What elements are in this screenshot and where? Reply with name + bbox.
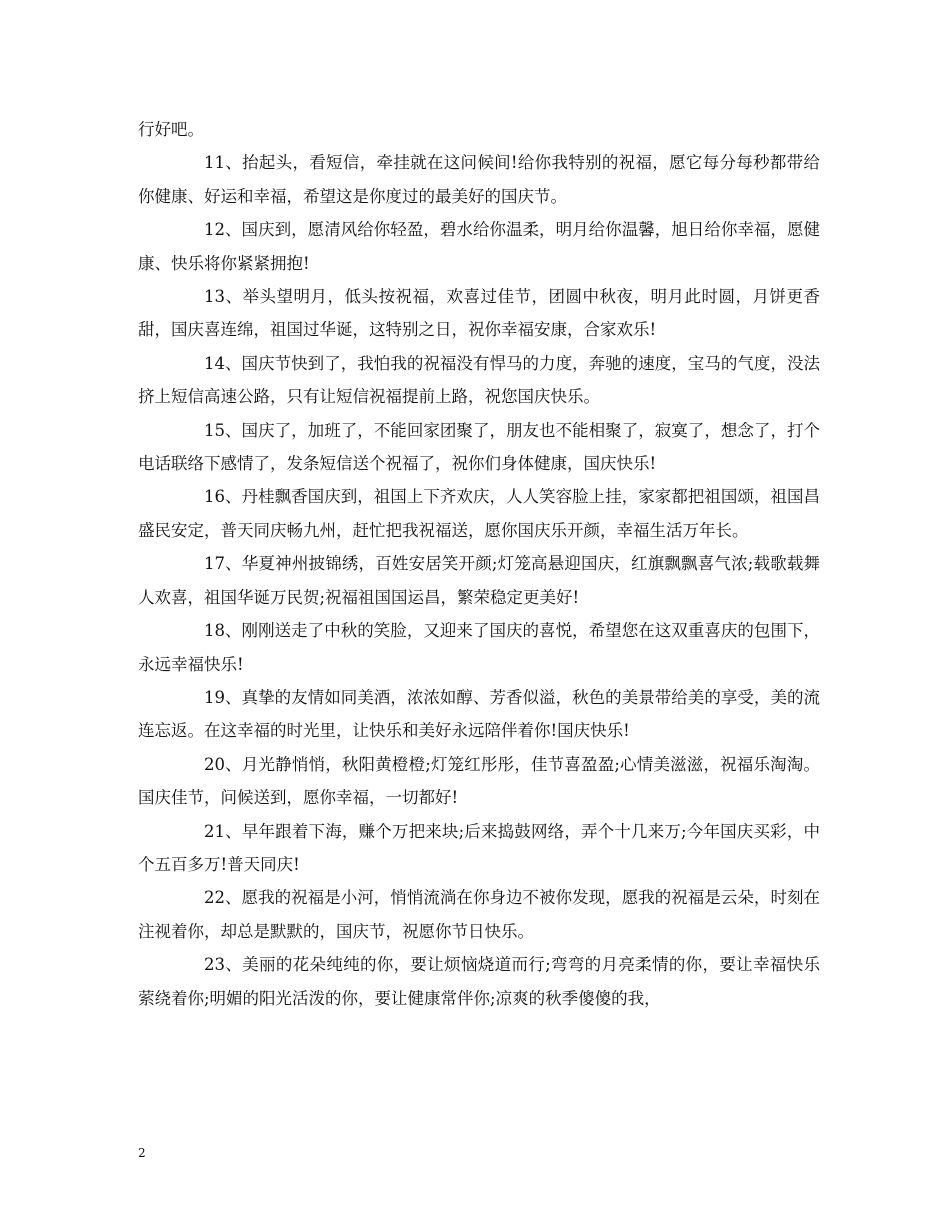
document-body	[138, 113, 820, 1015]
paragraph-22: 22、愿我的祝福是小河，悄悄流淌在你身边不被你发现，愿我的祝福是云朵，时刻在注视着你，却总是默默的，国庆节，祝愿你节日快乐。	[138, 888, 820, 941]
paragraph-16: 16、丹桂飘香国庆到，祖国上下齐欢庆，人人笑容脸上挂，家家都把祖国颂，祖国昌盛民安定，普天同庆畅九州，赶忙把我祝福送，愿你国庆乐开颜，幸福生活万年长。	[138, 487, 820, 540]
paragraph-13: 13、举头望明月，低头按祝福，欢喜过佳节，团圆中秋夜，明月此时圆，月饼更香甜，国庆喜连绵，祖国过华诞，这特别之日，祝你幸福安康，合家欢乐!	[138, 287, 820, 340]
paragraph-18: 18、刚刚送走了中秋的笑脸，又迎来了国庆的喜悦，希望您在这双重喜庆的包围下，永远幸福快乐!	[138, 621, 820, 674]
paragraph-15: 15、国庆了，加班了，不能回家团聚了，朋友也不能相聚了，寂寞了，想念了，打个电话联络下感情了，发条短信送个祝福了，祝你们身体健康，国庆快乐!	[138, 420, 820, 474]
paragraph-21: 21、早年跟着下海，赚个万把来块;后来捣鼓网络，弄个十几来万;今年国庆买彩，中个五百多万!普天同庆!	[138, 821, 820, 874]
continuation-line: 行好吧。	[138, 120, 204, 139]
page-number: 2	[138, 1146, 146, 1160]
paragraph-11: 11、抬起头，看短信，牵挂就在这问候间!给你我特别的祝福，愿它每分每秒都带给你健康、好运和幸福，希望这是你度过的最美好的国庆节。	[138, 153, 820, 206]
paragraph-12: 12、国庆到，愿清风给你轻盈，碧水给你温柔，明月给你温馨，旭日给你幸福，愿健康、快乐将你紧紧拥抱!	[138, 220, 820, 273]
paragraph-20: 20、月光静悄悄，秋阳黄橙橙;灯笼红彤彤，佳节喜盈盈;心情美滋滋，祝福乐淘淘。国庆佳节，问候送到，愿你幸福，一切都好!	[138, 754, 820, 808]
paragraph-19: 19、真挚的友情如同美酒，浓浓如醇、芳香似溢，秋色的美景带给美的享受，美的流连忘返。在这幸福的时光里，让快乐和美好永远陪伴着你!国庆快乐!	[138, 687, 820, 741]
paragraph-17: 17、华夏神州披锦绣，百姓安居笑开颜;灯笼高悬迎国庆，红旗飘飘喜气浓;载歌载舞人欢喜，祖国华诞万民贺;祝福祖国国运昌，繁荣稳定更美好!	[138, 554, 820, 607]
paragraph-23: 23、美丽的花朵纯纯的你，要让烦恼烧道而行;弯弯的月亮柔情的你，要让幸福快乐萦绕着你;明媚的阳光活泼的你，要让健康常伴你;凉爽的秋季傻傻的我，	[138, 955, 820, 1008]
paragraph-14: 14、国庆节快到了，我怕我的祝福没有悍马的力度，奔驰的速度，宝马的气度，没法挤上短信高速公路，只有让短信祝福提前上路，祝您国庆快乐。	[138, 353, 820, 407]
